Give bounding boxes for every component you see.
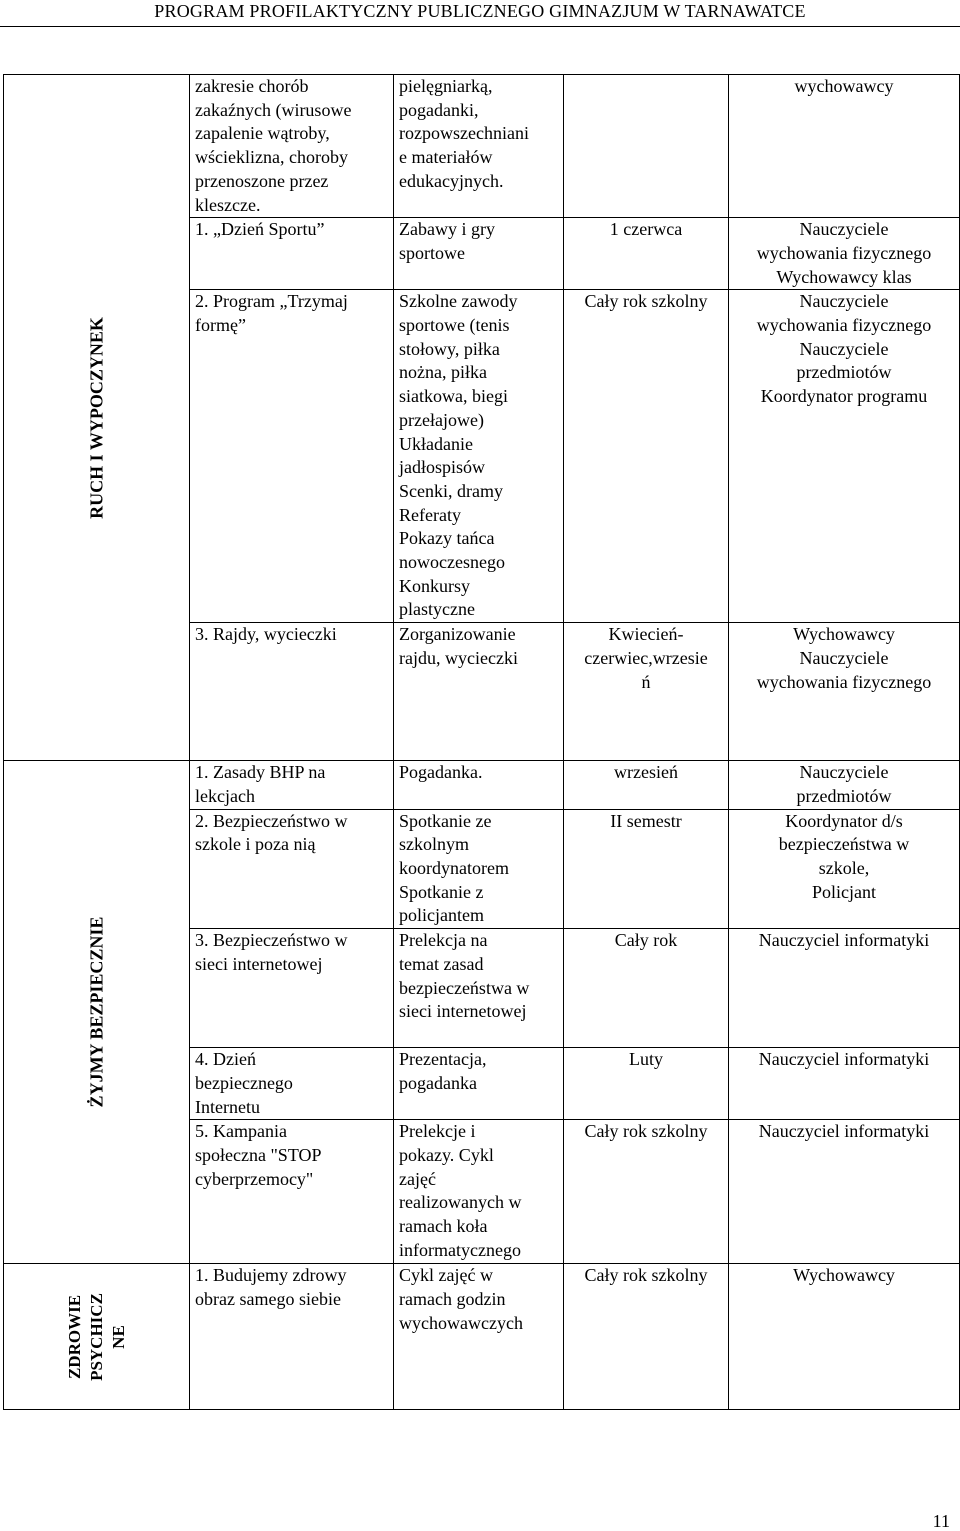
cell-line: kleszcze. xyxy=(195,194,261,215)
cell-line: Szkolne zawody xyxy=(399,291,518,312)
topic-cell xyxy=(190,290,394,623)
date-cell xyxy=(564,929,729,1048)
cell-line: koordynatorem xyxy=(399,857,509,878)
cell-line: przełajowe) xyxy=(399,409,484,430)
cell-line: 1. Budujemy zdrowy xyxy=(195,1265,347,1286)
cell-line: nożna, piłka xyxy=(399,362,487,383)
cell-line: szkole i poza nią xyxy=(195,834,316,855)
cell-line: 4. Dzień xyxy=(195,1049,256,1070)
cell-line: 2. Program „Trzymaj xyxy=(195,291,348,312)
cell-line: policjantem xyxy=(399,905,484,926)
cell-line: Zorganizowanie xyxy=(399,624,516,645)
cell-line: szkole, xyxy=(818,857,870,878)
table-row xyxy=(4,75,960,218)
form-cell xyxy=(394,623,564,761)
cell-line: Prelekcje i xyxy=(399,1121,476,1142)
form-cell xyxy=(394,1120,564,1264)
cell-line: pogadanka xyxy=(399,1072,477,1093)
cell-line: 2. Bezpieczeństwo w xyxy=(195,810,348,831)
cell-line: 3. Rajdy, wycieczki xyxy=(195,624,337,645)
cell-line: sportowe (tenis xyxy=(399,315,510,336)
section-label-line: PSYCHICZ xyxy=(86,1292,106,1381)
cell-line: Wychowawcy xyxy=(793,1265,895,1286)
cell-line: ramach godzin xyxy=(399,1288,506,1309)
date-cell xyxy=(564,1048,729,1120)
cell-line: edukacyjnych. xyxy=(399,170,504,191)
cell-line: 1 czerwca xyxy=(609,219,683,240)
responsible-cell xyxy=(729,809,960,929)
date-cell xyxy=(564,761,729,809)
cell-line: formę” xyxy=(195,315,246,336)
form-cell xyxy=(394,75,564,218)
cell-line: społeczna "STOP xyxy=(195,1144,322,1165)
section-label-line: ZDROWIE xyxy=(64,1294,84,1379)
cell-line: 3. Bezpieczeństwo w xyxy=(195,930,348,951)
cell-line: II semestr xyxy=(610,810,682,831)
header-rule xyxy=(0,26,960,27)
topic-cell xyxy=(190,1048,394,1120)
cell-line: szkolnym xyxy=(399,834,469,855)
cell-line: Nauczyciele xyxy=(799,219,889,240)
cell-line: Referaty xyxy=(399,504,461,525)
form-cell xyxy=(394,290,564,623)
cell-line: Nauczyciel informatyki xyxy=(758,1121,930,1142)
cell-line: rajdu, wycieczki xyxy=(399,647,518,668)
cell-line: bezpiecznego xyxy=(195,1072,293,1093)
cell-line: Nauczyciel informatyki xyxy=(758,930,930,951)
cell-line: sieci internetowej xyxy=(195,953,323,974)
cell-line: Nauczyciele xyxy=(799,338,889,359)
cell-line: rozpowszechniani xyxy=(399,123,529,144)
cell-line: realizowanych w xyxy=(399,1192,522,1213)
responsible-cell xyxy=(729,75,960,218)
form-cell xyxy=(394,929,564,1048)
responsible-cell xyxy=(729,761,960,809)
cell-line: Konkursy xyxy=(399,575,470,596)
cell-line: e materiałów xyxy=(399,147,493,168)
cell-line: wychowania fizycznego xyxy=(756,242,932,263)
cell-line: Spotkanie z xyxy=(399,881,484,902)
cell-line: przenoszone przez xyxy=(195,170,329,191)
section-label-bezp: ŻYJMY BEZPIECZNIE xyxy=(86,916,106,1108)
cell-line: siatkowa, biegi xyxy=(399,386,508,407)
cell-line: Wychowawcy xyxy=(793,624,895,645)
date-cell xyxy=(564,809,729,929)
cell-line: Pogadanka. xyxy=(399,762,483,783)
cell-line: zajęć xyxy=(399,1168,436,1189)
cell-line: Nauczyciele xyxy=(799,291,889,312)
section-label-cell xyxy=(4,761,190,1264)
cell-line: Koordynator d/s xyxy=(785,810,903,831)
table-row xyxy=(4,1264,960,1410)
cell-line: Prelekcja na xyxy=(399,930,488,951)
program-table xyxy=(3,74,960,1410)
cell-line: Cykl zajęć w xyxy=(399,1265,493,1286)
cell-line: pokazy. Cykl xyxy=(399,1144,494,1165)
cell-line: wychowania fizycznego xyxy=(756,315,932,336)
page-number: 11 xyxy=(932,1511,950,1531)
cell-line: Cały rok szkolny xyxy=(584,1121,708,1142)
cell-line: Cały rok szkolny xyxy=(584,291,708,312)
topic-cell xyxy=(190,809,394,929)
responsible-cell xyxy=(729,929,960,1048)
cell-line: obraz samego siebie xyxy=(195,1288,341,1309)
cell-line: przedmiotów xyxy=(796,785,892,806)
topic-cell xyxy=(190,75,394,218)
cell-line: 5. Kampania xyxy=(195,1121,287,1142)
cell-line: czerwiec,wrzesie xyxy=(584,647,708,668)
cell-line: Pokazy tańca xyxy=(399,528,495,549)
cell-line: Układanie xyxy=(399,433,473,454)
cell-line: wrzesień xyxy=(614,762,678,783)
section-label-cell xyxy=(4,75,190,761)
cell-line: pielęgniarką, xyxy=(399,76,493,96)
date-cell xyxy=(564,1120,729,1264)
topic-cell xyxy=(190,929,394,1048)
cell-line: cyberprzemocy" xyxy=(195,1168,314,1189)
cell-line: Nauczyciele xyxy=(799,647,889,668)
cell-line: wychowania fizycznego xyxy=(756,671,932,692)
cell-line: zakaźnych (wirusowe xyxy=(195,99,352,120)
cell-line: Cały rok szkolny xyxy=(584,1265,708,1286)
cell-line: wścieklizna, choroby xyxy=(195,147,348,168)
topic-cell xyxy=(190,1120,394,1264)
cell-line: zapalenie wątroby, xyxy=(195,123,330,144)
form-cell xyxy=(394,218,564,290)
cell-line: 1. „Dzień Sportu” xyxy=(195,219,325,240)
cell-line: Cały rok xyxy=(614,930,678,951)
cell-line: Nauczyciel informatyki xyxy=(758,1049,930,1070)
cell-line: informatycznego xyxy=(399,1239,521,1260)
cell-line: Prezentacja, xyxy=(399,1049,487,1070)
cell-line: ramach koła xyxy=(399,1216,488,1237)
form-cell xyxy=(394,761,564,809)
responsible-cell xyxy=(729,218,960,290)
table-row xyxy=(4,761,960,809)
responsible-cell xyxy=(729,623,960,761)
page-header: PROGRAM PROFILAKTYCZNY PUBLICZNEGO GIMNAZJUM W TARNAWATCE xyxy=(154,1,806,21)
cell-line: Internetu xyxy=(195,1096,260,1117)
topic-cell xyxy=(190,761,394,809)
responsible-cell xyxy=(729,1264,960,1410)
cell-line: Kwiecień- xyxy=(608,624,684,645)
section-label-line: NE xyxy=(108,1324,128,1349)
responsible-cell xyxy=(729,1120,960,1264)
form-cell xyxy=(394,809,564,929)
date-cell xyxy=(564,290,729,623)
cell-line: Policjant xyxy=(812,881,876,902)
form-cell xyxy=(394,1264,564,1410)
date-cell xyxy=(564,218,729,290)
cell-line: wychowawcy xyxy=(794,76,894,96)
cell-line: ń xyxy=(641,671,651,692)
cell-line: temat zasad xyxy=(399,953,484,974)
cell-line: bezpieczeństwa w xyxy=(399,977,530,998)
cell-line: stołowy, piłka xyxy=(399,338,500,359)
section-label-ruch: RUCH I WYPOCZYNEK xyxy=(86,316,106,519)
date-cell xyxy=(564,623,729,761)
cell-line: jadłospisów xyxy=(399,457,486,478)
cell-line: Scenki, dramy xyxy=(399,480,503,501)
cell-line: Luty xyxy=(629,1049,663,1070)
cell-line: zakresie chorób xyxy=(195,76,309,96)
cell-line: Zabawy i gry xyxy=(399,219,495,240)
section-label-zdrowie xyxy=(64,1293,130,1381)
section-label-cell xyxy=(4,1264,190,1410)
cell-line: lekcjach xyxy=(195,785,255,806)
responsible-cell xyxy=(729,290,960,623)
cell-line: plastyczne xyxy=(399,599,475,620)
cell-line: Koordynator programu xyxy=(760,386,928,407)
cell-line: sieci internetowej xyxy=(399,1001,527,1022)
cell-line: Spotkanie ze xyxy=(399,810,492,831)
date-cell xyxy=(564,75,729,218)
cell-line: przedmiotów xyxy=(796,362,892,383)
cell-line: pogadanki, xyxy=(399,99,479,120)
cell-line: bezpieczeństwa w xyxy=(778,834,910,855)
form-cell xyxy=(394,1048,564,1120)
topic-cell xyxy=(190,218,394,290)
cell-line: wychowawczych xyxy=(399,1312,523,1333)
cell-line: Wychowawcy klas xyxy=(776,266,912,287)
cell-line: nowoczesnego xyxy=(399,552,505,573)
cell-line: 1. Zasady BHP na xyxy=(195,762,326,783)
cell-line: sportowe xyxy=(399,242,465,263)
responsible-cell xyxy=(729,1048,960,1120)
cell-line: Nauczyciele xyxy=(799,762,889,783)
date-cell xyxy=(564,1264,729,1410)
topic-cell xyxy=(190,1264,394,1410)
topic-cell xyxy=(190,623,394,761)
